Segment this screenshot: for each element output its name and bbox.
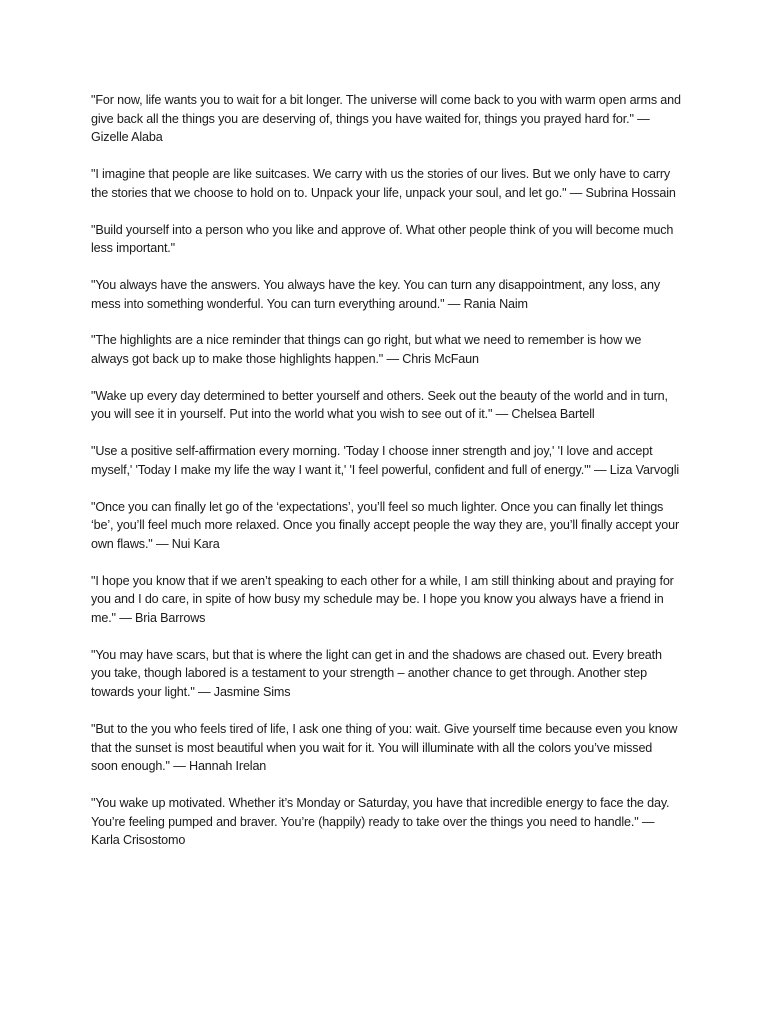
quote-paragraph: "Build yourself into a person who you like and approve of. What other people think of you will become much less important."	[91, 222, 674, 256]
quote-paragraph: "For now, life wants you to wait for a bit longer. The universe will come back to you with warm open arms and give back all the things you are deserving of, things you have waited for, things you prayed hard for." — Gizelle Alaba	[91, 93, 681, 145]
quote-paragraph: "Once you can finally let go of the ‘expectations’, you’ll feel so much lighter. Once you can finally let things ‘be’, you’ll feel much more relaxed. Once you finally accept people the way they are, you’ll finally accept your own flaws." — Nui Kara	[91, 499, 680, 551]
quote-paragraph: "But to the you who feels tired of life, I ask one thing of you: wait. Give yourself time because even you know that the sunset is most beautiful when you wait for it. You will illuminate with all the colors you’ve missed soon enough." — Hannah Irelan	[91, 721, 678, 774]
quote-paragraph: "You wake up motivated. Whether it’s Monday or Saturday, you have that incredible energy to face the day. You’re feeling pumped and braver. You’re (happily) ready to take over the things you need to handle." — Karla Crisostomo	[91, 795, 670, 848]
quote-paragraph: "Wake up every day determined to better yourself and others. Seek out the beauty of the world and in turn, you will see it in yourself. Put into the world what you wish to see out of it." — Chelsea Bartell	[91, 388, 668, 422]
quote-paragraph: "Use a positive self-affirmation every morning. 'Today I choose inner strength and joy,' 'I love and accept myself,' 'Today I make my life the way I want it,' 'I feel powerful, confident and full of energy.'" — Liza Varvogli	[91, 444, 680, 477]
quote-paragraph: "You may have scars, but that is where the light can get in and the shadows are chased out. Every breath you take, though labored is a testament to your strength – another chance to get through. Another step towards your light." — Jasmine Sims	[91, 647, 662, 700]
quote-paragraph: "I imagine that people are like suitcases. We carry with us the stories of our lives. But we only have to carry the stories that we choose to hold on to. Unpack your life, unpack your soul, and let go." — Subrina Hossain	[91, 167, 676, 200]
quote-paragraph: "You always have the answers. You always have the key. You can turn any disappointment, any loss, any mess into something wonderful. You can turn everything around." — Rania Naim	[91, 277, 661, 311]
quote-paragraph: "I hope you know that if we aren’t speaking to each other for a while, I am still thinking about and praying for you and I do care, in spite of how busy my schedule may be. I hope you know you always have a friend in me." — Bria Barrows	[91, 573, 674, 626]
quote-paragraph: "The highlights are a nice reminder that things can go right, but what we need to remember is how we always got back up to make those highlights happen." — Chris McFaun	[91, 333, 642, 367]
quote-list	[91, 91, 681, 868]
